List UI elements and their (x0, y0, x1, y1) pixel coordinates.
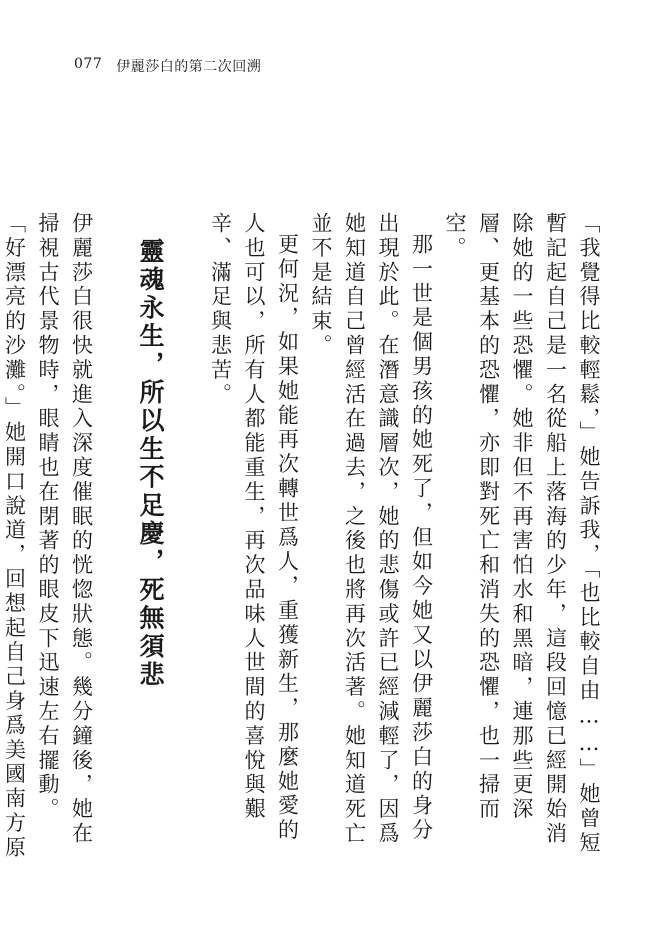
page-number: 077 (74, 56, 103, 72)
body-text (2, 212, 605, 862)
book-title: 伊麗莎白的第二次回溯 (116, 59, 262, 75)
paragraph: 「好漂亮的沙灘。」她開口說道，回想起自己身爲美國南方原 (2, 212, 27, 861)
paragraph: 「我覺得比較輕鬆，」她告訴我，「也比較自由……」她曾短暫記起自己是一名從船上落海的少年，這段回憶已經開始消除她的一些恐懼。她非但不再害怕水和黑暗，連那些更深層、更基本的恐懼，亦即對死亡和消失的恐懼，也一掃而空。 (443, 212, 601, 856)
section-heading: 靈魂永生，所以生不足慶，死無須悲 (136, 238, 165, 690)
paragraph: 那一世是個男孩的她死了，但如今她又以伊麗莎白的身分出現於此。在潛意識層次，她的悲傷或許已經減輕了，因爲她知道自己曾經活在過去，之後也將再次活著。她知道死亡並不是結束。 (309, 212, 434, 847)
paragraph: 更何況，如果她能再次轉世爲人，重獲新生，那麼她愛的人也可以，所有人都能重生，再次品味人世間的喜悅與艱辛、滿足與悲苦。 (208, 212, 300, 843)
paragraph: 伊麗莎白很快就進入深度催眠的恍惚狀態。幾分鐘後，她在掃視古代景物時，眼睛也在閉著的眼皮下迅速左右擺動。 (36, 212, 94, 847)
running-header (74, 56, 261, 76)
